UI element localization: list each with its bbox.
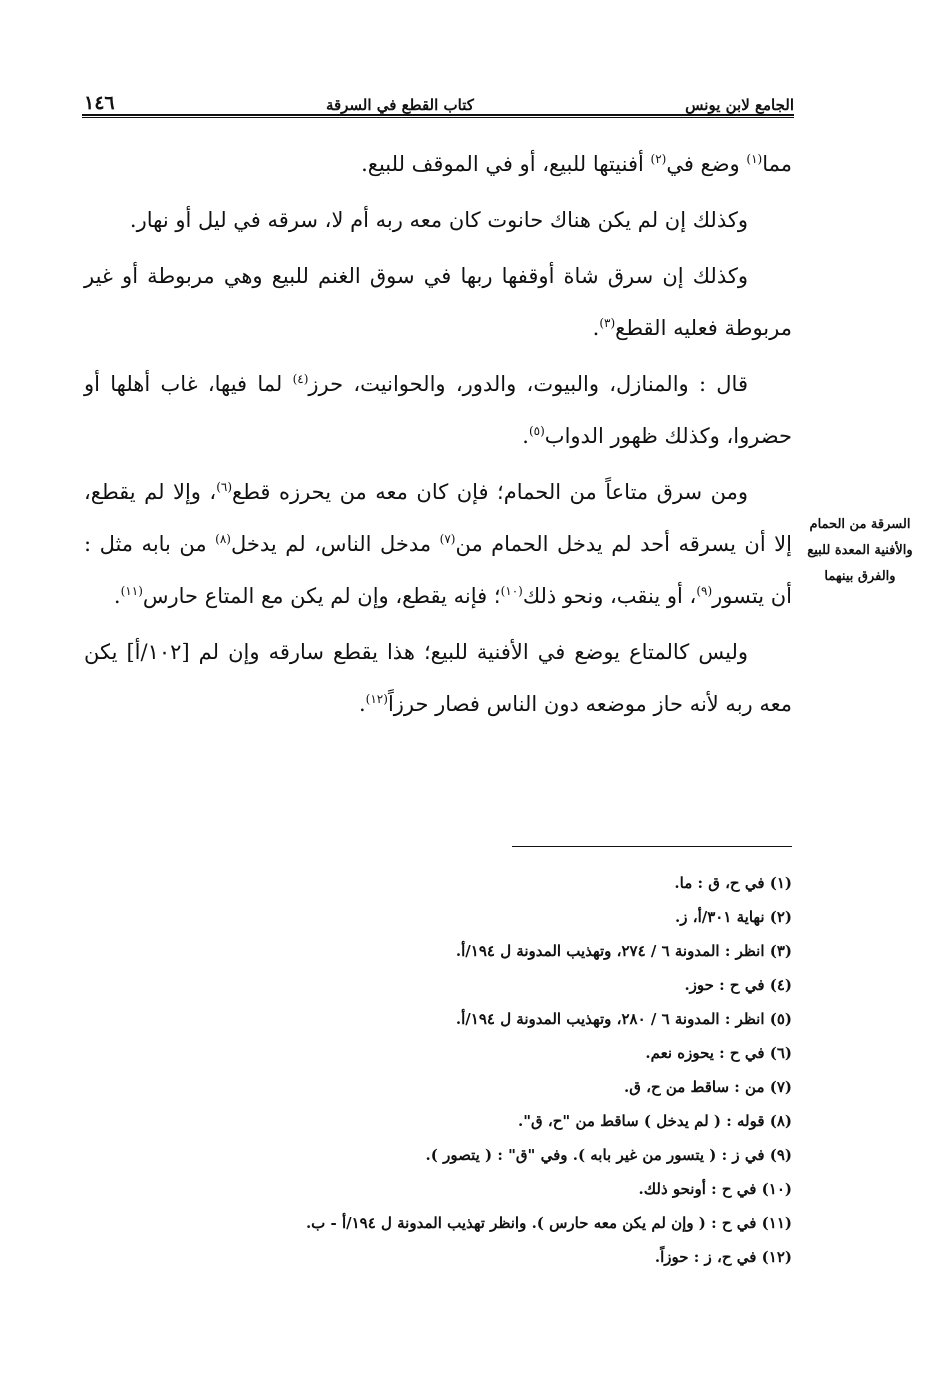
footnote: (٤) في ح : حوز. — [684, 976, 792, 994]
footnote-ref: (١٢) — [365, 692, 388, 706]
text-segment: قال : والمنازل، والبيوت، والدور، والحوانيت، حرز — [308, 372, 748, 396]
footnote-ref: (٧) — [439, 532, 456, 546]
text-segment: من بابه مثل : أن يتسور — [84, 532, 792, 608]
paragraph — [84, 138, 792, 190]
text-segment: . — [592, 316, 600, 340]
footnote-ref: (١) — [746, 152, 763, 166]
page-number: ١٤٦ — [84, 92, 115, 114]
footnote-ref: (٨) — [215, 532, 231, 546]
footnote: (١١) في ح : ( وإن لم يكن معه حارس ). وانظر تهذيب المدونة ل ١٩٤/أ - ب. — [305, 1214, 792, 1232]
paragraph — [84, 466, 792, 622]
text-segment: مما — [762, 152, 792, 176]
footnote: (١) في ح، ق : ما. — [674, 874, 792, 892]
footnote-ref: (٢) — [650, 152, 667, 166]
footnote: (٥) انظر : المدونة ٦ / ٢٨٠، وتهذيب المدونة ل ١٩٤/أ. — [455, 1010, 792, 1028]
text-segment: ، وإلا لم يقطع، إلا أن يسرقه أحد لم يدخل الحمام من — [84, 480, 792, 556]
footnote-separator — [512, 846, 792, 847]
text-segment: أفنيتها للبيع، أو في الموقف للبيع. — [361, 152, 651, 176]
text-segment: . — [113, 584, 121, 608]
running-header — [84, 86, 794, 114]
text-segment: ، أو ينقب، ونحو ذلك — [522, 584, 697, 608]
paragraph — [84, 250, 792, 354]
footnote: (٢) نهاية ٣٠١/أ، ز. — [675, 908, 792, 926]
chapter-title: كتاب القطع في السرقة — [325, 96, 474, 114]
paragraph — [84, 194, 792, 246]
paragraph — [84, 626, 792, 730]
footnote: (١٠) في ح : أونحو ذلك. — [638, 1180, 792, 1198]
paragraph — [84, 358, 792, 462]
margin-note: السرقة من الحمام والأفنية المعدة للبيع والفرق بينهما — [807, 517, 913, 584]
footnote: (٦) في ح : يحوزه نعم. — [645, 1044, 792, 1062]
text-segment: . — [358, 692, 366, 716]
footnote: (٨) قوله : ( لم يدخل ) ساقط من "ح، ق". — [517, 1112, 792, 1130]
footnote-ref: (٤) — [292, 372, 309, 386]
footnote-ref: (٥) — [528, 424, 545, 438]
text-segment: ؛ فإنه يقطع، وإن لم يكن مع المتاع حارس — [142, 584, 501, 608]
footnote: (١٢) في ح، ز : حوزاً. — [654, 1248, 792, 1266]
footnote-ref: (٣) — [599, 316, 616, 330]
footnote-ref: (١٠) — [500, 584, 523, 598]
text-segment: وكذلك إن لم يكن هناك حانوت كان معه ربه أم لا، سرقه في ليل أو نهار. — [129, 208, 748, 232]
text-segment: لما فيها، غاب أهلها أو حضروا، وكذلك ظهور الدواب — [84, 372, 792, 448]
text-segment: ومن سرق متاعاً من الحمام؛ فإن كان معه من يحرزه قطع — [232, 480, 748, 504]
footnote: (٣) انظر : المدونة ٦ / ٢٧٤، وتهذيب المدونة ل ١٩٤/أ. — [455, 942, 792, 960]
footnotes — [200, 866, 792, 1274]
text-segment: وكذلك إن سرق شاة أوقفها ربها في سوق الغنم للبيع وهي مربوطة أو غير مربوطة فعليه القطع — [84, 264, 792, 340]
footnote-ref: (٩) — [696, 584, 713, 598]
footnote: (٧) من : ساقط من ح، ق. — [624, 1078, 792, 1096]
footnote-ref: (١١) — [120, 584, 143, 598]
footnote: (٩) في ز : ( يتسور من غير بابه ). وفي "ق" : ( يتصور ). — [425, 1146, 792, 1164]
text-segment: . — [522, 424, 529, 448]
book-title: الجامع لابن يونس — [685, 96, 794, 114]
header-rule — [82, 114, 794, 118]
text-segment: وضع في — [666, 152, 747, 176]
text-segment: مدخل الناس، لم يدخل — [230, 532, 440, 556]
text-segment: وليس كالمتاع يوضع في الأفنية للبيع؛ هذا يقطع سارقه وإن لم [١٠٢/أ] يكن معه ربه لأنه حاز موضعه دون الناس فصار حرزاً — [84, 640, 792, 716]
footnote-ref: (٦) — [216, 480, 233, 494]
main-text — [84, 138, 792, 734]
